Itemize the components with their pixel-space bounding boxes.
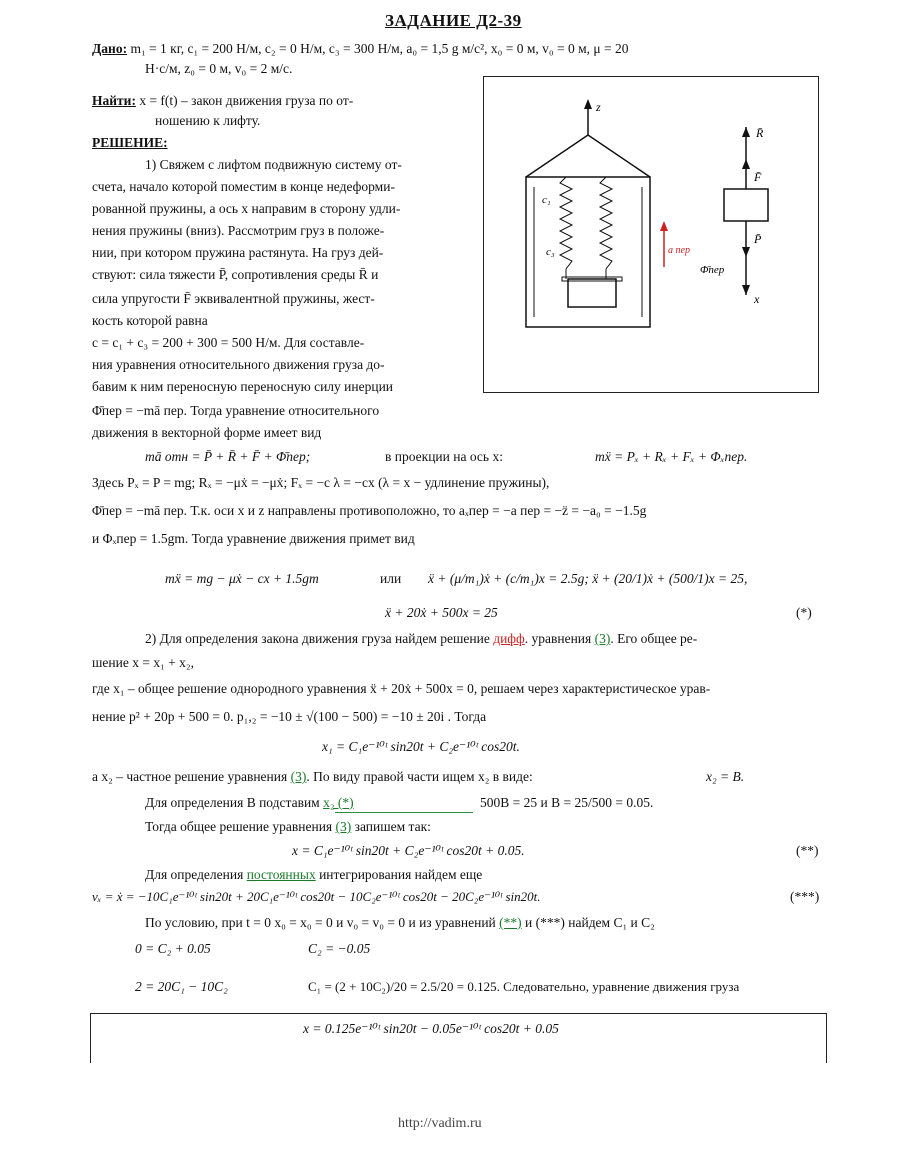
solution-p3-line-4: нение p² + 20p + 500 = 0. p₁,₂ = −10 ± √(100 − 500) = −10 ± 20i . Тогда (92, 709, 487, 724)
solution-p7-line (145, 866, 482, 884)
p8-text-2: и (***) найдем C₁ и C₂ (525, 915, 655, 930)
fbd-load-block (724, 189, 768, 221)
find-line-1 (92, 92, 353, 110)
solution-p1-line-7: сила упругости F̄ эквивалентной пружины, жест- (92, 291, 375, 306)
p6-green-ref: (3) (335, 819, 352, 834)
equation-projection-label: в проекции на ось x: (385, 449, 503, 464)
solution-p3-line-2: шение x = x₁ + x₂, (92, 655, 194, 670)
fbd-x-arrow-icon (742, 285, 750, 295)
spring-c3 (600, 177, 612, 269)
fbd-x-label: x (754, 292, 760, 306)
equation-homogeneous: x₁ = C₁e⁻¹⁰ᵗ sin20t + C₂e⁻¹⁰ᵗ cos20t. (322, 739, 520, 754)
constant-c2: C₂ = −0.05 (308, 941, 371, 956)
solution-p1-line-2: счета, начало которой поместим в конце недеформи- (92, 179, 395, 194)
equation-velocity: vₓ = ẋ = −10C₁e⁻¹⁰ᵗ sin20t + 20C₁e⁻¹⁰ᵗ cos20t − 10C₂e⁻¹⁰ᵗ cos20t − 20C₂e⁻¹⁰ᵗ sin20t. (92, 889, 541, 904)
solution-p1-line-3: рованной пружины, а ось x направим в сторону удли- (92, 201, 401, 216)
solution-p5-line (145, 794, 354, 812)
constant-eq-2: 2 = 20C₁ − 10C₂ (135, 979, 228, 994)
given-label: Дано: (92, 41, 128, 56)
z-axis-label: z (596, 100, 601, 114)
solution-p6-line (145, 818, 431, 836)
equation-projection: mẍ = Pₓ + Rₓ + Fₓ + Φₓпер. (595, 449, 748, 464)
p3-red-mark: дифф (493, 631, 525, 646)
solution-p3-line-1 (145, 630, 697, 648)
fbd-R-arrow-icon (742, 127, 750, 137)
p3-green-ref: (3) (594, 631, 611, 646)
p3-text-1: 2) Для определения закона движения груза найдем решение (145, 631, 490, 646)
fbd-F-label: F̄ (754, 170, 762, 184)
accel-arrow-icon (660, 221, 668, 231)
p6-text-1: Тогда общее решение уравнения (145, 819, 333, 834)
solution-p1-line-4: нения пружины (вниз). Рассмотрим груз в положе- (92, 223, 385, 238)
fbd-F-arrow-icon (742, 159, 750, 169)
answer-box (90, 1013, 827, 1063)
find-line-2: ношению к лифту. (155, 113, 261, 128)
solution-p1-line-9: c = c₁ + c₃ = 200 + 300 = 500 Н/м. Для составле- (92, 335, 365, 350)
equation-tag-2: (**) (796, 843, 819, 858)
solution-p1-line-10: ния уравнения относительного движения груза до- (92, 357, 385, 372)
constant-c1: C₁ = (2 + 10C₂)/20 = 2.5/20 = 0.125. Следовательно, уравнение движения груза (308, 979, 740, 994)
p7-text-2: интегрирования найдем еще (319, 867, 483, 882)
load-block (568, 279, 616, 307)
solution-p8-line (145, 914, 655, 932)
solution-p1-line-13: движения в векторной форме имеет вид (92, 425, 322, 440)
fbd-R-label: R̄ (756, 126, 764, 140)
solution-p2-line-3: и Φₓпер = 1.5gm. Тогда уравнение движения примет вид (92, 531, 415, 546)
find-text: x = f(t) – закон движения груза по от- (139, 93, 354, 108)
fbd-P-label: P̄ (754, 232, 762, 246)
given-line-2: Н·с/м, z₀ = 0 м, v₀ = 2 м/с. (145, 61, 293, 76)
green-underline (335, 812, 473, 813)
solution-p1-line-8: кость которой равна (92, 313, 208, 328)
equation-motion-right: ẍ + (μ/m₁)ẋ + (c/m₁)x = 2.5g; ẍ + (20/1)ẋ + (500/1)x = 25, (428, 571, 748, 586)
spring-c3-label: c₃ (546, 246, 555, 258)
p6-text-2: запишем так: (354, 819, 431, 834)
solution-p1-line-11: бавим к ним переносную переносную силу инерции (92, 379, 394, 394)
fbd-P-arrow-icon (742, 247, 750, 257)
accel-label: a пер (668, 245, 690, 256)
p7-text-1: Для определения (145, 867, 244, 882)
z-arrow-icon (584, 99, 592, 109)
solution-p1-line-1: 1) Свяжем с лифтом подвижную систему от- (145, 157, 402, 172)
equation-vector: mā отн = P̄ + R̄ + F̄ + Φ̄пер; (145, 449, 311, 464)
equation-motion-final: ẍ + 20ẋ + 500x = 25 (385, 605, 498, 620)
answer-equation: x = 0.125e⁻¹⁰ᵗ sin20t − 0.05e⁻¹⁰ᵗ cos20t + 0.05 (303, 1021, 559, 1036)
constant-eq-1: 0 = C₂ + 0.05 (135, 941, 211, 956)
solution-p1-line-6: ствуют: сила тяжести P̄, сопротивления среды R̄ и (92, 267, 379, 282)
p5-text-1: Для определения B подставим (145, 795, 320, 810)
given-line-1 (92, 40, 629, 58)
p8-green-ref: (**) (499, 915, 522, 930)
particular-value: 500B = 25 и B = 25/500 = 0.05. (480, 795, 654, 810)
particular-form: x₂ = B. (706, 769, 745, 784)
p4-text-2: . По виду правой части ищем x₂ в виде: (306, 769, 533, 784)
spring-c1-label: c₁ (542, 194, 551, 206)
solution-p3-line-3: где x₁ – общее решение однородного уравнения ẍ + 20ẋ + 500x = 0, решаем через характеристическое урав- (92, 681, 711, 696)
solution-p2-line-1: Здесь Pₓ = P = mg; Rₓ = −μẋ = −μẋ; Fₓ = −c λ = −cx (λ = x − удлинение пружины), (92, 475, 550, 490)
p8-text-1: По условию, при t = 0 x₀ = x₀ = 0 и v₀ = v₀ = 0 и из уравнений (145, 915, 496, 930)
solution-label: РЕШЕНИЕ: (92, 135, 168, 150)
equation-motion-left: mẍ = mg − μẋ − cx + 1.5gm (165, 571, 319, 586)
solution-p1-line-12: Φ̄пер = −mā пер. Тогда уравнение относительного (92, 403, 380, 418)
equation-motion-or: или (380, 571, 402, 586)
p4-text-1: а x₂ – частное решение уравнения (92, 769, 288, 784)
figure-svg (484, 77, 817, 391)
equation-tag-1: (*) (796, 605, 812, 620)
p3-text-3: . Его общее ре- (610, 631, 698, 646)
lift-roof (526, 135, 650, 177)
p7-green-word: постоянных (246, 867, 316, 882)
given-values: m₁ = 1 кг, c₁ = 200 Н/м, c₂ = 0 Н/м, c₃ = 300 Н/м, a₀ = 1,5 g м/с², x₀ = 0 м, v₀ = 0 м, μ = 20 (130, 41, 629, 56)
fbd-phi-label: Φ̄пер (700, 264, 725, 276)
solution-p4-line (92, 768, 533, 786)
page-title: ЗАДАНИЕ Д2-39 (385, 11, 522, 30)
spring-c1 (560, 177, 572, 269)
solution-p1-line-5: нии, при котором пружина растянута. На груз дей- (92, 245, 384, 260)
equation-tag-3: (***) (790, 889, 820, 904)
p5-green-ref: x₂ (*) (323, 795, 354, 810)
mechanics-figure (483, 76, 819, 393)
footer-url: http://vadim.ru (398, 1116, 482, 1131)
find-label: Найти: (92, 93, 136, 108)
solution-p2-line-2: Φ̄пер = −mā пер. Т.к. оси x и z направлены противоположно, то aₓпер = −a пер = −z̈ = −a₀ = −1.5g (92, 503, 647, 518)
equation-general: x = C₁e⁻¹⁰ᵗ sin20t + C₂e⁻¹⁰ᵗ cos20t + 0.05. (292, 843, 525, 858)
p4-green-ref: (3) (290, 769, 307, 784)
p3-text-2: . уравнения (524, 631, 592, 646)
